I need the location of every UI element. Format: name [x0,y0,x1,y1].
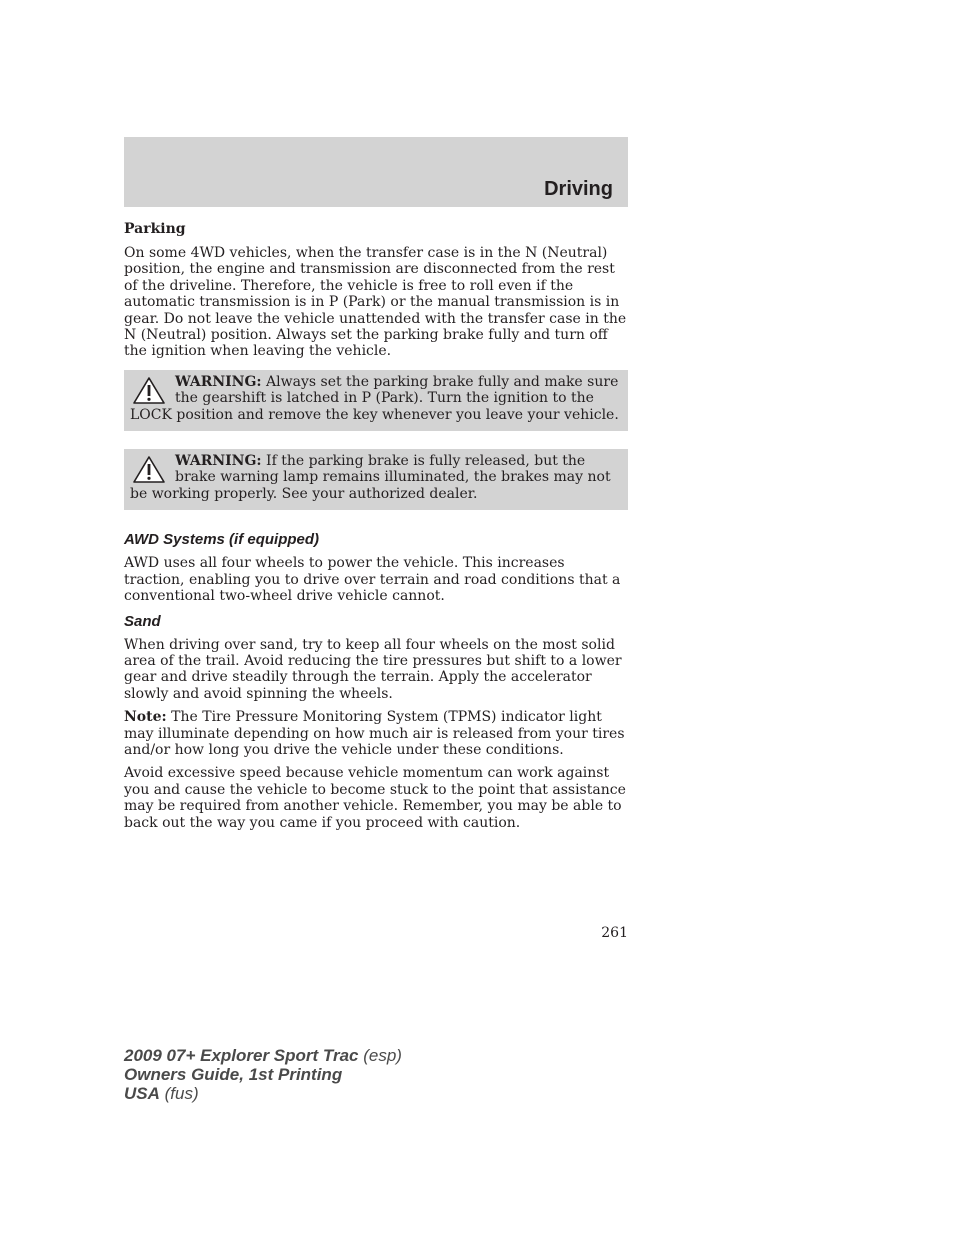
parking-body: On some 4WD vehicles, when the transfer case is in the N (Neutral) position, the engine and transmission are disconnected from the rest of the driveline. Therefore, the vehicle is free to roll even if the automatic transmission is in P (Park) or the manual transmission is in gear. Do not leave the vehicle unattended with the transfer case in the N (Neutral) position. Always set the parking brake fully and turn off the ignition when leaving the vehicle. [124,245,627,360]
footer-line-1 [124,1046,402,1065]
awd-heading: AWD Systems (if equipped) [124,531,320,549]
sand-note [124,709,628,758]
document-footer [124,1046,402,1103]
warning-label: WARNING: [175,373,262,390]
footer-line-3 [124,1084,402,1103]
awd-body: AWD uses all four wheels to power the vehicle. This increases traction, enabling you to drive over terrain and road conditions that a conventional two-wheel drive vehicle cannot. [124,555,621,605]
footer-market: USA [124,1084,160,1103]
footer-market-code: (fus) [159,1084,199,1103]
warning-label: WARNING: [175,453,262,470]
footer-model: 2009 07+ Explorer Sport Trac [124,1046,359,1065]
parking-heading: Parking [124,221,186,237]
warning-text: If the parking brake is fully released, but the brake warning lamp remains illuminated, the brakes may not be working properly. See your authorized dealer. [130,453,611,502]
sand-heading: Sand [124,612,161,630]
warning-triangle-icon [132,455,166,485]
sand-body: When driving over sand, try to keep all four wheels on the most solid area of the trail. Avoid reducing the tire pressures but shift to a lower gear and drive steadily through the terrain. Apply the accelerator slowly and avoid spinning the wheels. [124,636,622,702]
note-text: The Tire Pressure Monitoring System (TPMS) indicator light may illuminate depending on how much air is released from your tires and/or how long you drive the vehicle under these conditions. [124,709,625,758]
section-header-bar [124,137,628,207]
warning-box-2 [124,449,628,510]
section-title: Driving [544,178,613,200]
page-number: 261 [601,925,628,941]
page-content [124,220,628,831]
sand-body-2: Avoid excessive speed because vehicle momentum can work against you and cause the vehicle to become stuck to the point that assistance may be required from another vehicle. Remember, you may be able to back out the way you came if you proceed with caution. [124,765,626,831]
warning-text: Always set the parking brake fully and make sure the gearshift is latched in P (Park). Turn the ignition to the LOCK position and remove the key whenever you leave your vehicle. [130,373,619,423]
note-label: Note: [124,709,167,726]
footer-model-code: (esp) [358,1046,402,1065]
warning-triangle-icon [132,376,166,406]
footer-line-2 [124,1065,402,1084]
footer-edition: Owners Guide, 1st Printing [124,1065,343,1084]
warning-box-1 [124,370,628,431]
